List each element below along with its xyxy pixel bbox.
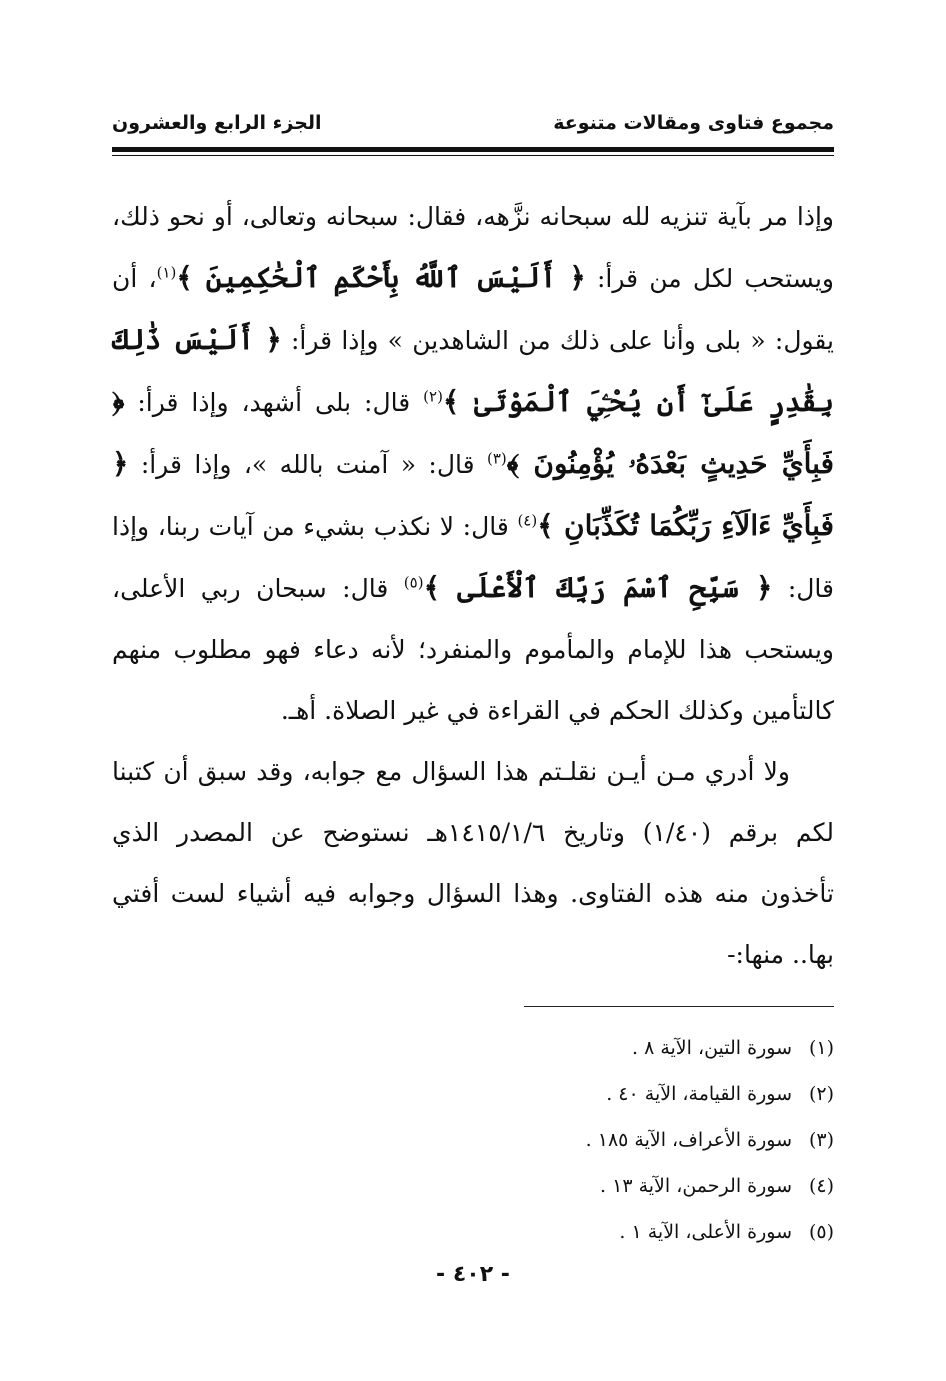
footnote-ref-3: (٣) [487,449,507,468]
footnote-item [334,1166,834,1212]
quran-verse-5: ﴿ سَبِّحِ ٱسْمَ رَبِّكَ ٱلْأَعْلَى ﴾ [423,571,773,604]
footnote-item [334,1028,834,1074]
paragraph-1 [112,186,834,741]
volume-label: الجزء الرابع والعشرون [112,112,322,134]
header-rule-thin [112,155,834,156]
footnote-text: سورة الأعلى، الآية ١ . [619,1221,792,1243]
footnote-number: (٥) [808,1221,834,1243]
footnote-text: سورة القيامة، الآية ٤٠ . [606,1083,792,1105]
quran-verse-3: ﴿ فَبِأَيِّ حَدِيثٍ بَعْدَهُۥ يُؤْمِنُونَ ﴾ [112,385,834,480]
footnote-number: (٢) [808,1083,834,1105]
footnotes-list [334,1028,834,1258]
footnote-text: سورة التين، الآية ٨ . [631,1037,792,1059]
running-header [112,112,834,140]
footnote-number: (١) [808,1037,834,1059]
text-segment: قال: سبحان ربي الأعلى، ويستحب هذا للإمام والمأموم والمنفرد؛ لأنه دعاء فهو مطلوب منهم كالتأمين وكذلك الحكم في القراءة في غير الصلاة. أهـ. [112,574,834,725]
footnote-text: سورة الأعراف، الآية ١٨٥ . [585,1129,792,1151]
footnote-item [334,1074,834,1120]
text-segment: قال: بلى أشهد، وإذا قرأ: [124,388,424,417]
footnote-number: (٤) [808,1175,834,1197]
page-number: - ٤٠٢ - [436,1262,510,1287]
text-segment: وإذا مر بآية تنزيه لله سبحانه نزَّهه، فقال: سبحانه وتعالى، أو نحو ذلك، ويستحب لكل من قرأ: [112,202,834,293]
text-segment: ، أن يقول: « بلى وأنا على ذلك من الشاهدين » وإذا قرأ: [112,264,834,355]
main-text [112,186,834,985]
footnote-number: (٣) [808,1129,834,1151]
quran-verse-2: ﴿ أَلَيْسَ ذَٰلِكَ بِقَٰدِرٍ عَلَىٰٓ أَن يُحْـِۧيَ ٱلْمَوْتَىٰ ﴾ [112,323,834,418]
footnote-ref-4: (٤) [517,511,538,530]
footnote-item [334,1212,834,1258]
paragraph-2: ولا أدري مـن أيـن نقلـتم هذا السؤال مع جوابه، وقد سبق أن كتبنا لكم برقم (١/٤٠) وتاريخ ١٤١٥/١/٦هـ نستوضح عن المصدر الذي تأخذون منه هذه الفتاوى. وهذا السؤال وجوابه فيه أشياء لست أفتي بها.. منها:- [112,757,834,969]
footnote-ref-2: (٢) [423,387,443,406]
text-segment: قال: « آمنت بالله »، وإذا قرأ: [128,450,487,479]
footnote-ref-5: (٥) [403,573,424,592]
header-rule-thick [112,147,834,152]
text-segment: قال: لا نكذب بشيء من آيات ربنا، وإذا قال: [112,512,834,603]
footnote-item [334,1120,834,1166]
footnote-text: سورة الرحمن، الآية ١٣ . [600,1175,792,1197]
quran-verse-1: ﴿ أَلَيْسَ ٱللَّهُ بِأَحْكَمِ ٱلْحَٰكِمِينَ ﴾ [176,261,586,294]
book-title: مجموع فتاوى ومقالات متنوعة [553,112,834,134]
footnote-ref-1: (١) [156,263,177,282]
footnote-separator [524,1006,834,1007]
quran-verse-4: ﴿ فَبِأَيِّ ءَالَآءِ رَبِّكُمَا تُكَذِّبَانِ ﴾ [112,447,834,542]
